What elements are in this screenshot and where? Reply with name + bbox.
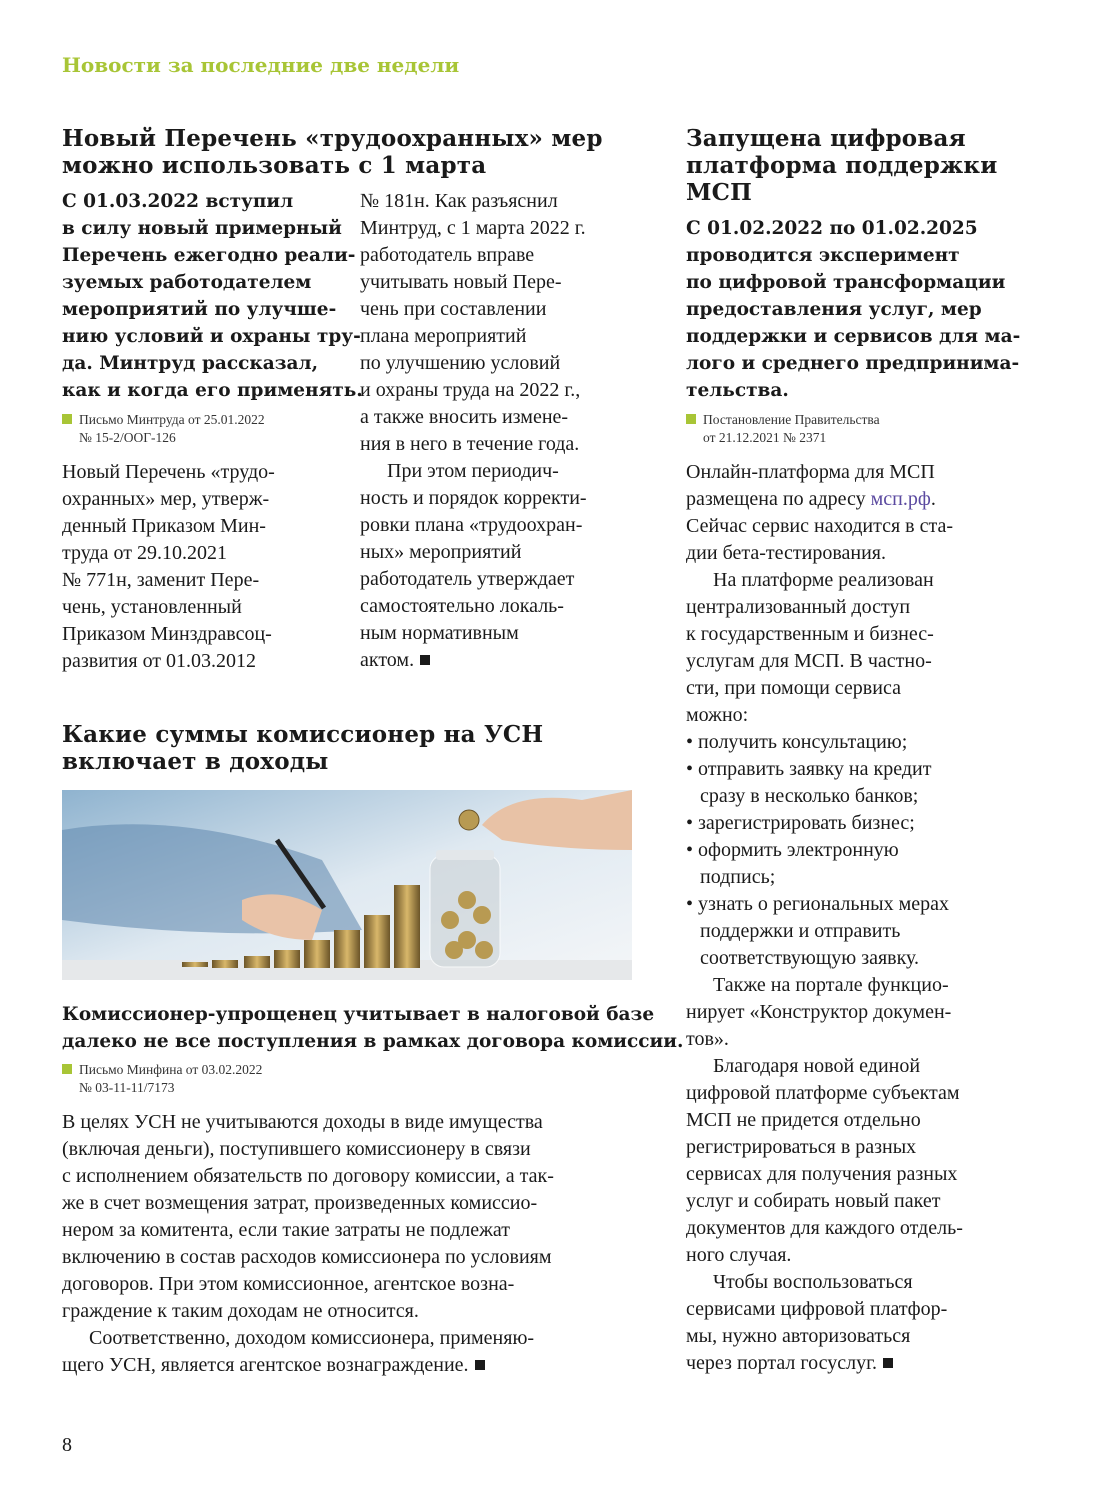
end-mark-icon bbox=[475, 1360, 485, 1370]
line-text: регистрироваться в разных bbox=[686, 1136, 917, 1158]
text-line bbox=[686, 215, 1020, 242]
text-line bbox=[686, 783, 963, 810]
line-text: нию условий и охраны тру- bbox=[62, 326, 361, 347]
text-line bbox=[62, 1190, 554, 1217]
text-line bbox=[62, 1217, 554, 1244]
text-line bbox=[62, 513, 275, 540]
text-line bbox=[62, 748, 543, 775]
article1-col1-body bbox=[62, 459, 275, 675]
line-text: № 771н, заменит Пере- bbox=[62, 569, 260, 591]
text-line bbox=[62, 1001, 683, 1028]
text-line bbox=[686, 296, 1020, 323]
article2-body bbox=[62, 1109, 554, 1379]
text-line bbox=[62, 1109, 554, 1136]
text-line bbox=[62, 296, 363, 323]
body-line: Онлайн-платформа для МСП bbox=[686, 461, 935, 483]
line-text: Комиссионер-упрощенец учитывает в налоговой базе bbox=[62, 1004, 655, 1025]
text-line bbox=[686, 1026, 963, 1053]
text-line bbox=[79, 411, 265, 429]
text-line bbox=[360, 350, 587, 377]
text-line bbox=[62, 269, 363, 296]
line-text: • получить консультацию; bbox=[686, 731, 908, 753]
text-line bbox=[360, 620, 587, 647]
text-line bbox=[62, 721, 543, 748]
text-line bbox=[686, 1161, 963, 1188]
text-line bbox=[686, 1242, 963, 1269]
source-marker-icon bbox=[62, 1064, 72, 1074]
line-text: • оформить электронную bbox=[686, 839, 899, 861]
text-line bbox=[686, 1323, 963, 1350]
line-text: платформа поддержки bbox=[686, 152, 998, 179]
page-number: 8 bbox=[62, 1434, 72, 1456]
text-line bbox=[360, 404, 587, 431]
article2-source bbox=[62, 1061, 262, 1097]
text-line bbox=[62, 1136, 554, 1163]
line-text: Соответственно, доходом комиссионера, применяю- bbox=[89, 1327, 535, 1349]
line-text: услуг и собирать новый пакет bbox=[686, 1190, 941, 1212]
line-text: нером за комитента, если такие затраты не подлежат bbox=[62, 1219, 511, 1241]
line-text: включает в доходы bbox=[62, 748, 329, 775]
article1-source bbox=[62, 411, 265, 447]
line-text: ных» мероприятий bbox=[360, 541, 522, 563]
text-line bbox=[62, 594, 275, 621]
line-text: актом. bbox=[360, 649, 415, 671]
text-line bbox=[686, 350, 1020, 377]
line-text: Приказом Минздравсоц- bbox=[62, 623, 272, 645]
line-text: МСП не придется отдельно bbox=[686, 1109, 921, 1131]
line-text: дии бета-тестирования. bbox=[686, 542, 886, 564]
text-line bbox=[360, 431, 587, 458]
text-line bbox=[686, 891, 963, 918]
line-text: ного случая. bbox=[686, 1244, 792, 1266]
text-line bbox=[62, 1244, 554, 1271]
text-line bbox=[360, 242, 587, 269]
section-label: Новости за последние две недели bbox=[62, 53, 460, 77]
text-line bbox=[686, 513, 963, 540]
line-text: мы, нужно авторизоваться bbox=[686, 1325, 911, 1347]
line-text: работодатель утверждает bbox=[360, 568, 575, 590]
text-line bbox=[686, 1080, 963, 1107]
text-line bbox=[62, 1271, 554, 1298]
article2-lead bbox=[62, 1001, 683, 1055]
text-line bbox=[686, 756, 963, 783]
text-line bbox=[62, 152, 603, 179]
line-text: • отправить заявку на кредит bbox=[686, 758, 932, 780]
line-text: зуемых работодателем bbox=[62, 272, 312, 293]
line-text: Новый Перечень «трудо- bbox=[62, 461, 275, 483]
article1-title bbox=[62, 125, 603, 179]
text-line bbox=[360, 296, 587, 323]
text-line bbox=[686, 125, 998, 152]
text-line bbox=[62, 540, 275, 567]
line-text: как и когда его применять. bbox=[62, 380, 363, 401]
line-text: лого и среднего предпринима- bbox=[686, 353, 1020, 374]
text-line bbox=[686, 269, 1020, 296]
text-line bbox=[62, 621, 275, 648]
line-text: № 181н. Как разъяснил bbox=[360, 190, 558, 212]
line-text: Сейчас сервис находится в ста- bbox=[686, 515, 954, 537]
end-mark-icon bbox=[883, 1358, 893, 1368]
line-text: чень, установленный bbox=[62, 596, 242, 618]
text-line bbox=[686, 675, 963, 702]
article3-body bbox=[686, 513, 963, 1377]
text-line bbox=[62, 125, 603, 152]
line-text: • узнать о региональных мерах bbox=[686, 893, 950, 915]
text-line bbox=[703, 411, 880, 429]
line-text: Постановление Правительства bbox=[703, 412, 880, 427]
text-line bbox=[686, 323, 1020, 350]
line-text: к государственным и бизнес- bbox=[686, 623, 934, 645]
text-line bbox=[62, 648, 275, 675]
text-line bbox=[703, 429, 880, 447]
text-line bbox=[686, 729, 963, 756]
text-line bbox=[686, 377, 1020, 404]
line-text: сервисами цифровой платфор- bbox=[686, 1298, 948, 1320]
text-line bbox=[686, 594, 963, 621]
article2-title bbox=[62, 721, 543, 775]
line-text: ния в него в течение года. bbox=[360, 433, 580, 455]
text-line bbox=[62, 1163, 554, 1190]
line-text: труда от 29.10.2021 bbox=[62, 542, 227, 564]
article1-lead bbox=[62, 188, 363, 404]
line-text: самостоятельно локаль- bbox=[360, 595, 564, 617]
text-line bbox=[62, 323, 363, 350]
line-text: Новый Перечень «трудоохранных» мер bbox=[62, 125, 603, 152]
text-line bbox=[360, 593, 587, 620]
line-text: граждение к таким доходам не относится. bbox=[62, 1300, 419, 1322]
text-line bbox=[686, 945, 963, 972]
article3-source bbox=[686, 411, 880, 447]
text-line bbox=[686, 1107, 963, 1134]
line-text: В целях УСН не учитываются доходы в виде имущества bbox=[62, 1111, 543, 1133]
line-text: далеко не все поступления в рамках договора комиссии. bbox=[62, 1031, 684, 1052]
line-text: При этом периодич- bbox=[387, 460, 559, 482]
line-text: с исполнением обязательств по договору комиссии, а так- bbox=[62, 1165, 554, 1187]
text-line bbox=[686, 648, 963, 675]
line-text: Запущена цифровая bbox=[686, 125, 966, 152]
text-line bbox=[62, 215, 363, 242]
text-line bbox=[686, 1134, 963, 1161]
line-text: же в счет возмещения затрат, произведенных комиссио- bbox=[62, 1192, 538, 1214]
text-line bbox=[62, 486, 275, 513]
line-text: Также на портале функцио- bbox=[713, 974, 949, 996]
line-text: Какие суммы комиссионер на УСН bbox=[62, 721, 544, 748]
text-line bbox=[62, 1028, 683, 1055]
text-line bbox=[686, 179, 998, 206]
line-text: включению в состав расходов комиссионера по условиям bbox=[62, 1246, 552, 1268]
line-text: ровки плана «трудоохран- bbox=[360, 514, 583, 536]
source-marker-icon bbox=[62, 414, 72, 424]
line-text: услугам для МСП. В частно- bbox=[686, 650, 932, 672]
line-text: Благодаря новой единой bbox=[713, 1055, 921, 1077]
line-text: сразу в несколько банков; bbox=[700, 785, 919, 807]
line-text: документов для каждого отдель- bbox=[686, 1217, 963, 1239]
text-line bbox=[360, 539, 587, 566]
line-text: Перечень ежегодно реали- bbox=[62, 245, 356, 266]
text-line bbox=[360, 458, 587, 485]
msp-link[interactable]: мсп.рф bbox=[870, 488, 931, 510]
text-line bbox=[686, 1269, 963, 1296]
end-mark-icon bbox=[420, 655, 430, 665]
line-text: сервисах для получения разных bbox=[686, 1163, 958, 1185]
text-line bbox=[360, 485, 587, 512]
line-text: сти, при помощи сервиса bbox=[686, 677, 901, 699]
text-line bbox=[360, 323, 587, 350]
line-text: да. Минтруд рассказал, bbox=[62, 353, 319, 374]
line-text: ным нормативным bbox=[360, 622, 519, 644]
body-line-with-link bbox=[686, 486, 936, 513]
text-line bbox=[62, 567, 275, 594]
line-text: можно: bbox=[686, 704, 749, 726]
line-text: Минтруд, с 1 марта 2022 г. bbox=[360, 217, 586, 239]
text-line bbox=[62, 1298, 554, 1325]
text-line bbox=[686, 242, 1020, 269]
line-text: по цифровой трансформации bbox=[686, 272, 1006, 293]
text-line bbox=[360, 647, 587, 674]
text-line bbox=[686, 972, 963, 999]
line-text: ность и порядок корректи- bbox=[360, 487, 587, 509]
line-text: от 21.12.2021 № 2371 bbox=[703, 430, 827, 445]
line-text: проводится эксперимент bbox=[686, 245, 960, 266]
text-line bbox=[79, 1079, 262, 1097]
line-text: мероприятий по улучше- bbox=[62, 299, 337, 320]
text-line bbox=[686, 1053, 963, 1080]
text-line bbox=[360, 512, 587, 539]
line-text: Письмо Минфина от 03.02.2022 bbox=[79, 1062, 263, 1077]
line-text: Письмо Минтруда от 25.01.2022 bbox=[79, 412, 265, 427]
line-text: № 15-2/ООГ-126 bbox=[79, 430, 176, 445]
text-line bbox=[686, 621, 963, 648]
line-text: (включая деньги), поступившего комиссионеру в связи bbox=[62, 1138, 531, 1160]
text-line bbox=[686, 864, 963, 891]
line-text: можно использовать с 1 марта bbox=[62, 152, 487, 179]
text-line bbox=[62, 1325, 554, 1352]
line-text: тов». bbox=[686, 1028, 729, 1050]
line-text: щего УСН, является агентское вознаграждение. bbox=[62, 1354, 469, 1376]
text-line bbox=[62, 350, 363, 377]
line-text: С 01.03.2022 вступил bbox=[62, 191, 294, 212]
text-line bbox=[62, 459, 275, 486]
line-text: охранных» мер, утверж- bbox=[62, 488, 270, 510]
text-line bbox=[686, 918, 963, 945]
text-line bbox=[686, 540, 963, 567]
line-text: поддержки и отправить bbox=[700, 920, 901, 942]
text-line bbox=[79, 429, 265, 447]
text-line bbox=[360, 377, 587, 404]
body-text: размещена по адресу bbox=[686, 488, 871, 510]
text-line bbox=[360, 188, 587, 215]
body-text: . bbox=[930, 488, 936, 510]
text-line bbox=[79, 1061, 262, 1079]
line-text: и охраны труда на 2022 г., bbox=[360, 379, 581, 401]
article3-lead bbox=[686, 215, 1020, 404]
text-line bbox=[686, 810, 963, 837]
text-line bbox=[360, 215, 587, 242]
article3-title bbox=[686, 125, 998, 206]
line-text: Чтобы воспользоваться bbox=[713, 1271, 913, 1293]
text-line bbox=[686, 1188, 963, 1215]
line-text: договоров. При этом комиссионное, агентское возна- bbox=[62, 1273, 515, 1295]
text-line bbox=[686, 999, 963, 1026]
line-text: чень при составлении bbox=[360, 298, 547, 320]
line-text: через портал госуслуг. bbox=[686, 1352, 878, 1374]
article1-col2-body bbox=[360, 188, 587, 674]
text-line bbox=[360, 566, 587, 593]
text-line bbox=[62, 1352, 554, 1379]
text-line bbox=[686, 1350, 963, 1377]
line-text: а также вносить измене- bbox=[360, 406, 569, 428]
text-line bbox=[686, 702, 963, 729]
text-line bbox=[686, 837, 963, 864]
line-text: предоставления услуг, мер bbox=[686, 299, 982, 320]
text-line bbox=[686, 1215, 963, 1242]
line-text: поддержки и сервисов для ма- bbox=[686, 326, 1021, 347]
line-text: подпись; bbox=[700, 866, 776, 888]
text-line bbox=[62, 188, 363, 215]
source-marker-icon bbox=[686, 414, 696, 424]
article3-body-intro bbox=[686, 459, 936, 513]
line-text: работодатель вправе bbox=[360, 244, 535, 266]
line-text: по улучшению условий bbox=[360, 352, 561, 374]
line-text: цифровой платформе субъектам bbox=[686, 1082, 960, 1104]
line-text: № 03-11-11/7173 bbox=[79, 1080, 175, 1095]
text-line bbox=[686, 1296, 963, 1323]
line-text: учитывать новый Пере- bbox=[360, 271, 562, 293]
coins-photo bbox=[62, 790, 632, 980]
line-text: развития от 01.03.2012 bbox=[62, 650, 257, 672]
line-text: МСП bbox=[686, 179, 753, 206]
line-text: С 01.02.2022 по 01.02.2025 bbox=[686, 218, 978, 239]
line-text: централизованный доступ bbox=[686, 596, 911, 618]
line-text: На платформе реализован bbox=[713, 569, 934, 591]
text-line bbox=[686, 567, 963, 594]
line-text: тельства. bbox=[686, 380, 789, 401]
line-text: соответствующую заявку. bbox=[700, 947, 920, 969]
line-text: в силу новый примерный bbox=[62, 218, 342, 239]
line-text: нирует «Конструктор докумен- bbox=[686, 1001, 952, 1023]
text-line bbox=[62, 242, 363, 269]
line-text: денный Приказом Мин- bbox=[62, 515, 266, 537]
line-text: • зарегистрировать бизнес; bbox=[686, 812, 915, 834]
text-line bbox=[62, 377, 363, 404]
text-line bbox=[686, 152, 998, 179]
text-line bbox=[360, 269, 587, 296]
line-text: плана мероприятий bbox=[360, 325, 527, 347]
